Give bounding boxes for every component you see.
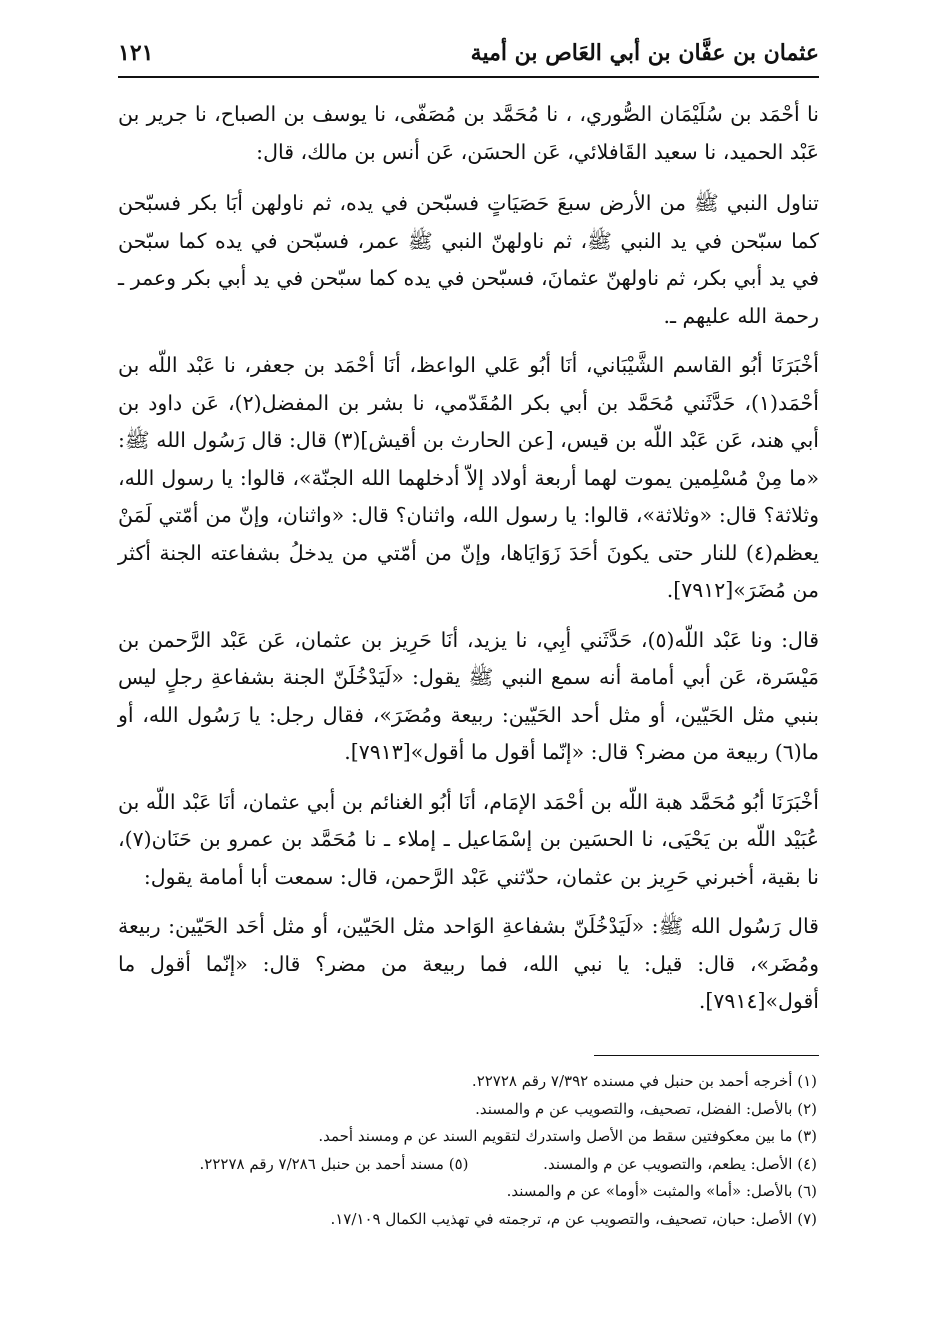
footnote-6: (٦) بالأصل: «أما» والمثبت «أوما» عن م والمسند. <box>506 1182 817 1200</box>
footnote-row-4-5 <box>120 1151 817 1179</box>
header-rule <box>118 76 819 78</box>
paragraph-5: أخْبَرَنَا أبُو مُحَمَّد هبة اللّه بن أحْمَد الإمَام، أنَا أبُو الغنائم بن أبي عثمان، أنَا عَبْد اللّه بن عُبَيْد اللّه بن يَحْيَى، نا الحسَين بن إسْمَاعيل ـ إملاء ـ نا مُحَمَّد بن عمرو بن حَنَان(٧)، نا بقية، أخبرني حَرِيز بن عثمان، حدّثني عَبْد الرَّحمن، قال: سمعت أبا أمامة يقول: <box>118 789 819 889</box>
paragraph-2: تناول النبي ﷺ من الأرض سبعَ حَصَيَاتٍ فسبّحن في يده، ثم ناولهن أبَا بكر فسبّحن كما سبّحن في يد النبي ﷺ، ثم ناولهنّ النبي ﷺ عمر، فسبّحن في يده كما سبّحن في يد أبي بكر، ثم ناولهنّ عثمانَ، فسبّحن في يده كما سبّحن في يد أبي بكر وعمر ـ رحمة الله عليهم ـ. <box>118 191 819 328</box>
footnote-1: (١) أخرجه أحمد بن حنبل في مسنده ٧/٣٩٢ رقم ٢٢٧٢٨. <box>471 1072 817 1090</box>
paragraph-1: نا أحْمَد بن سُلَيْمَان الصُّوري، ، نا مُحَمَّد بن مُصَفّى، نا يوسف بن الصباح، نا جرير بن عَبْد الحميد، نا سعيد القَافلائي، عَن الحسَن، عَن أنس بن مالك، قال: <box>118 102 819 164</box>
footnotes <box>120 1068 817 1233</box>
running-title: عثمان بن عفَّان بن أبي العَاص بن أمية <box>470 40 819 66</box>
footnote-3: (٣) ما بين معكوفتين سقط من الأصل واستدرك لتقويم السند عن م ومسند أحمد. <box>318 1127 817 1145</box>
page-header <box>118 38 819 72</box>
footnote-5: (٥) مسند أحمد بن حنبل ٧/٢٨٦ رقم ٢٢٢٧٨. <box>199 1154 469 1173</box>
main-text <box>118 96 819 1033</box>
page-number: ١٢١ <box>118 40 154 66</box>
footnote-7: (٧) الأصل: حبان، تصحيف، والتصويب عن م، ترجمته في تهذيب الكمال ١٧/١٠٩. <box>330 1209 817 1228</box>
footnote-4: (٤) الأصل: يطعم، والتصويب عن م والمسند. <box>543 1154 817 1173</box>
footnote-2: (٢) بالأصل: الفضل، تصحيف، والتصويب عن م والمسند. <box>475 1099 817 1118</box>
paragraph-4: قال: ونا عَبْد اللّه(٥)، حَدَّثَني أبِي، نا يزيد، أنَا حَرِيز بن عثمان، عَن عَبْد الرَّحمن بن مَيْسَرة، عَن أبي أمامة أنه سمع النبي ﷺ يقول: «لَيَدْخُلَنّ الجنة بشفاعةِ رجلٍ ليس بنبي مثل الحَيّين، أو مثل أحد الحَيّين: ربيعة ومُضَرَ»، فقال رجل: يا رَسُول الله، أو ما(٦) ربيعة من مضر؟ قال: «إنّما أقول ما أقول»[٧٩١٣]. <box>118 627 819 764</box>
footnote-rule <box>594 1055 819 1056</box>
paragraph-3: أخْبَرَنَا أبُو القاسم الشَّيْبَاني، أنَا أبُو عَلي الواعظ، أنَا أحْمَد بن جعفر، نا عَبْد اللّه بن أحْمَد(١)، حَدَّثَني مُحَمَّد بن أبي بكر المُقَدّمي، نا بشر بن المفضل(٢)، عَن داود بن أبي هند، عَن عَبْد اللّه بن قيس، [عن الحارث بن أقيش](٣) قال: قال رَسُول الله ﷺ: «ما مِنْ مُسْلِمين يموت لهما أربعة أولاد إلاّ أدخلهما الله الجنّة»، قالوا: يا رسول الله، وثلاثة؟ قال: «وثلاثة»، قالوا: يا رسول الله، واثنان؟ قال: «واثنان، وإنّ من أمّتي لَمَنْ يعظم(٤) للنار حتى يكونَ أحَدَ زَوَايَاها، وإنّ من أمّتي من يدخلُ بشفاعته الجنة أكثر من مُضَرَ»[٧٩١٢]. <box>118 353 819 602</box>
paragraph-6: قال رَسُول الله ﷺ: «لَيَدْخُلَنّ بشفاعةِ الوَاحد مثل الحَيّين، أو مثل أحَد الحَيّين: ربيعة ومُضَر»، قال: قيل: يا نبي الله، فما ربيعة من مضر؟ قال: «إنّما أقول ما أقول»[٧٩١٤]. <box>118 914 819 1013</box>
